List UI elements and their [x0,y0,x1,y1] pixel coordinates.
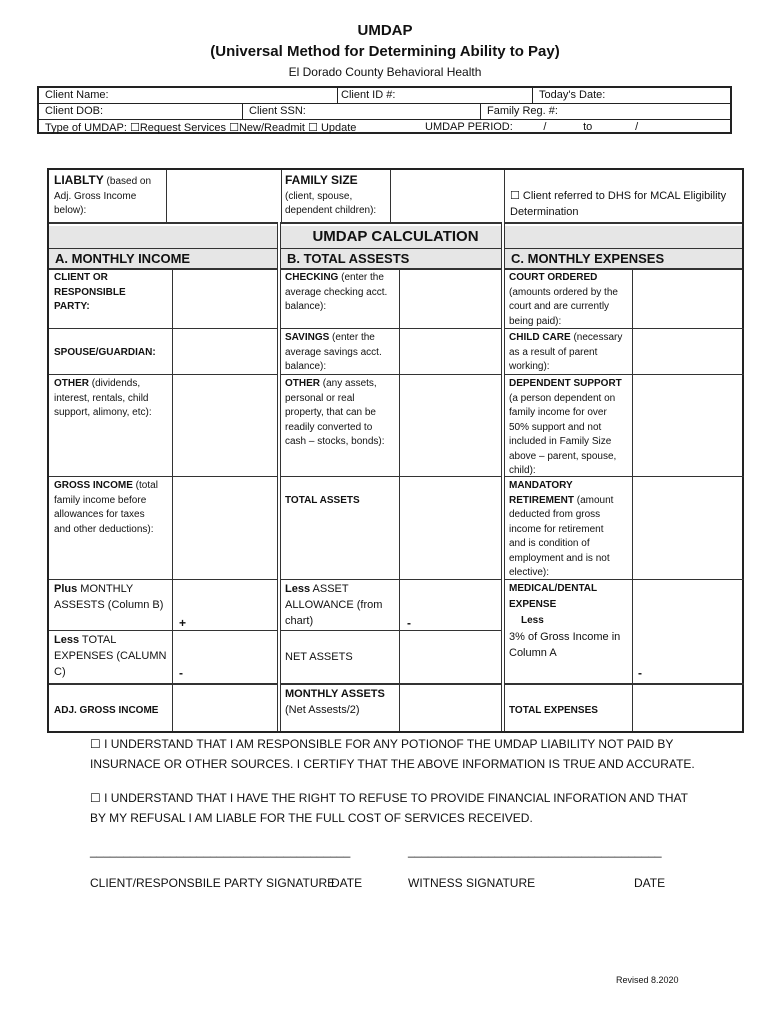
family-reg-field[interactable]: Family Reg. #: [487,105,558,117]
revision-note: Revised 8.2020 [616,975,679,985]
spouse-income-label: SPOUSE/GUARDIAN: [54,347,156,358]
child-care-label: CHILD CARE (necessary as a result of parent working): [509,332,623,372]
section-c-header: C. MONTHLY EXPENSES [505,249,742,268]
responsibility-statement[interactable]: ☐ I UNDERSTAND THAT I AM RESPONSIBLE FOR ANY POTIONOF THE UMDAP LIABILITY NOT PAID BY INSURNACE OR OTHER SOURCES. I CERTIFY THAT THE ABOVE INFORMATION IS TRUE AND ACCURATE. [90,737,695,771]
umdap-type-options[interactable]: Type of UMDAP: ☐Request Services ☐New/Readmit ☐ Update [45,122,357,134]
less-expenses-label: Less TOTAL EXPENSES (CALUMN C) [54,634,167,678]
dependent-support-label: DEPENDENT SUPPORT (a person dependent on family income for over 50% support and not included in Family Size above – parent, spouse, child): [509,378,622,476]
section-b-header: B. TOTAL ASSESTS [281,249,504,268]
liability-label: LIABLTY [54,173,104,187]
witness-date-label: DATE [634,876,666,890]
umdap-calculation-table: LIABLTY (based on Adj. Gross Income below): FAMILY SIZE (client, spouse, dependent children): ☐ Client referred to DHS for MCAL Eligibility Determination UMDAP CALCULATION A. MONTHLY INCOME B. TOTAL ASSESTS C. MONTHLY EXPENSES CLIENT OR RESPONSIBLE PARTY: SPOUSE/GUARDIAN: OTHER (dividends, interest, rentals, child support, alimony, etc): GROSS INCOME (total family income before allowances for taxes and other deductions): Plus MONTHLY ASSESTS (Column B) + Less TOTAL EXPENSES (CALUMN C) - ADJ. GROSS INCOME CHECKING (enter the average checking acct. balance): SAVINGS (enter the average savings acct. balance): OTHER (any assets, personal or real property, that can be readily converted to cash – stocks, bonds): TOTAL ASSETS Less ASSET ALLOWANCE (from chart) - NET ASSETS MONTHLY ASSETS (Net Assests/2) COURT ORDERED (amounts ordered by the court and are currently being paid): CHILD CARE (necessary as a result of parent working): DEPENDENT SUPPORT (a person dependent on family income for over 50% support and not included in Family Size above – parent, spouse, child): MANDATORY RETIREMENT (amount deducted from gross income for retirement and is condition of employment and is not elective): MEDICAL/DENTAL EXPENSE Less 3% of Gross Income in Column A - TOTAL EXPENSES [47,168,744,733]
asset-allowance-label: Less ASSET ALLOWANCE (from chart) [285,583,383,627]
todays-date-field[interactable]: Today's Date: [539,89,606,101]
client-income-label: CLIENT OR RESPONSIBLE PARTY: [54,272,126,312]
document-title: UMDAP [357,22,413,39]
other-income-label: OTHER (dividends, interest, rentals, child support, alimony, etc): [54,378,152,418]
client-info-box [37,86,732,134]
plus-sign: + [179,616,187,630]
other-assets-label: OTHER (any assets, personal or real property, that can be readily converted to cash – stocks, bonds): [285,378,385,447]
client-date-label: DATE [331,876,363,890]
client-signature-label: CLIENT/RESPONSBILE PARTY SIGNATURE [90,876,336,890]
court-ordered-label: COURT ORDERED (amounts ordered by the court and are currently being paid): [509,272,618,327]
witness-signature-label: WITNESS SIGNATURE [408,876,536,890]
net-assets-label: NET ASSETS [285,651,353,663]
refusal-statement[interactable]: ☐ I UNDERSTAND THAT I HAVE THE RIGHT TO REFUSE TO PROVIDE FINANCIAL INFORATION AND THAT BY MY REFUSAL I AM LIABLE FOR THE FULL COST OF SERVICES RECEIVED. [90,791,688,825]
document-subtitle: (Universal Method for Determining Ability to Pay) [210,43,560,60]
checking-label: CHECKING (enter the average checking acct. balance): [285,272,388,312]
client-dob-field[interactable]: Client DOB: [45,105,104,117]
monthly-assets-label: MONTHLY ASSETS (Net Assests/2) [285,688,385,716]
total-expenses-label: TOTAL EXPENSES [509,705,598,716]
gross-income-label: GROSS INCOME (total family income before allowances for taxes and other deductions): [54,480,158,535]
minus-sign-b: - [407,616,411,630]
client-id-field[interactable]: Client ID #: [341,89,396,101]
client-signature-line[interactable]: _______________________________________ [90,844,351,858]
plus-assets-label: Plus MONTHLY ASSESTS (Column B) [54,583,164,611]
savings-label: SAVINGS (enter the average savings acct. balance): [285,332,382,372]
umdap-period-field[interactable]: UMDAP PERIOD: / to / [425,121,639,133]
medical-dental-label: MEDICAL/DENTAL EXPENSE Less 3% of Gross Income in Column A [509,583,621,659]
minus-sign-c: - [638,666,642,680]
mcal-referral-checkbox[interactable]: ☐ Client referred to DHS for MCAL Eligibility Determination [510,190,727,218]
agency-name: El Dorado County Behavioral Health [288,65,482,79]
liability-input[interactable] [167,170,281,222]
client-ssn-field[interactable]: Client SSN: [249,105,306,117]
mandatory-retirement-label: MANDATORY RETIREMENT (amount deducted from gross income for retirement and is condition of employment and is not elective): [509,480,614,578]
family-size-input[interactable] [391,170,504,222]
witness-signature-line[interactable]: ______________________________________ [408,844,662,858]
minus-sign: - [179,666,183,680]
total-assets-label: TOTAL ASSETS [285,495,360,506]
client-name-field[interactable]: Client Name: [45,89,109,101]
adj-gross-income-label: ADJ. GROSS INCOME [54,705,159,716]
calculation-title: UMDAP CALCULATION [49,226,742,248]
family-size-label: FAMILY SIZE [285,173,358,187]
section-a-header: A. MONTHLY INCOME [49,249,283,268]
